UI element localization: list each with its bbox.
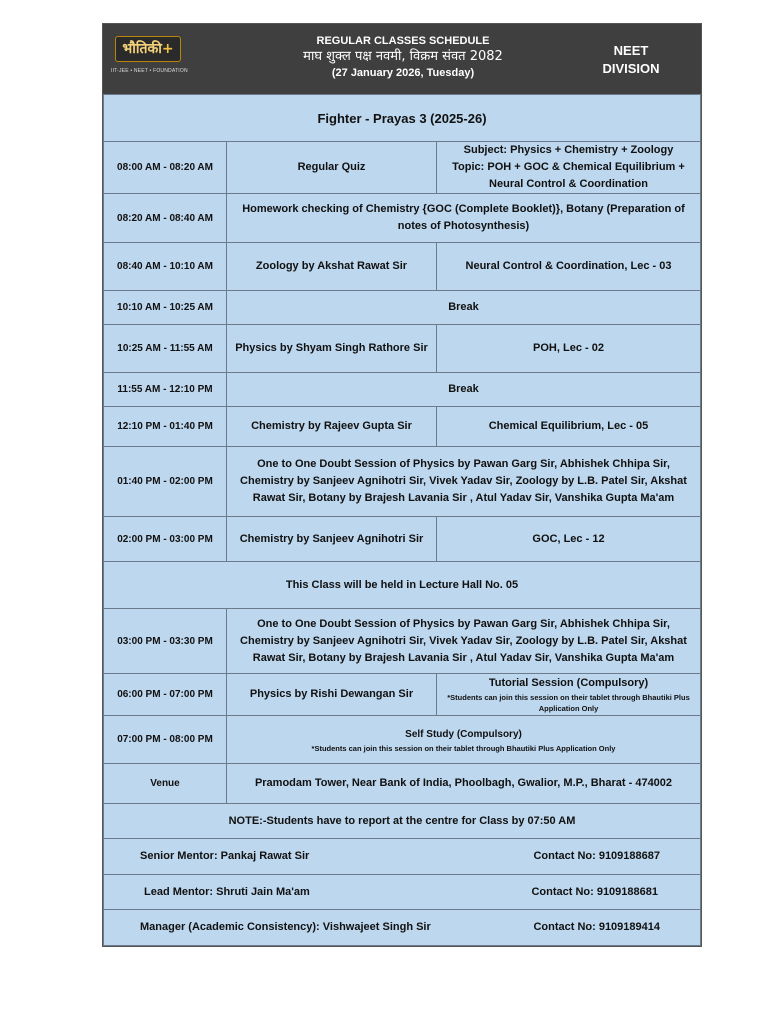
topic-line: Subject: Physics + Chemistry + Zoology [463, 144, 674, 156]
contact-row [104, 839, 701, 875]
contact-cell [104, 875, 701, 910]
row-merged: One to One Doubt Session of Physics by Pawan Garg Sir, Abhishek Chhipa Sir, Chemistry by Sanjeev Agnihotri Sir, Vivek Yadav Sir, Zoology by L.B. Patel Sir, Akshat Rawat Sir, Botany by Brajesh Lavania Sir , Atul Yadav Sir, Vanshika Gupta Ma'am [227, 609, 701, 674]
row-time: 08:20 AM - 08:40 AM [104, 194, 227, 243]
row-time: 06:00 PM - 07:00 PM [104, 674, 227, 716]
row-merged: Homework checking of Chemistry {GOC (Complete Booklet)}, Botany (Preparation of notes of Photosynthesis) [227, 194, 701, 243]
header-line2: माघ शुक्ल पक्ष नवमी, विक्रम संवत 2082 [303, 49, 503, 64]
report-note: NOTE:-Students have to report at the centre for Class by 07:50 AM [104, 804, 701, 839]
topic-title: Tutorial Session (Compulsory) [488, 677, 649, 689]
contact-cell [104, 910, 701, 946]
table-row [104, 517, 701, 562]
row-time: 10:10 AM - 10:25 AM [104, 291, 227, 325]
contact-role: Senior Mentor: Pankaj Rawat Sir [140, 850, 310, 862]
logo-plus: + [161, 41, 174, 57]
brand-logo [111, 36, 191, 88]
report-note-row [104, 804, 701, 839]
row-topic [437, 674, 701, 716]
table-row [104, 243, 701, 291]
table-row [104, 373, 701, 407]
logo-tagline: IIT-JEE • NEET • FOUNDATION [111, 68, 188, 74]
division-line2: DIVISION [602, 61, 660, 76]
contact-cell [104, 839, 701, 875]
division-line1: NEET [613, 43, 649, 58]
row-time: 01:40 PM - 02:00 PM [104, 447, 227, 517]
contact-role: Lead Mentor: Shruti Jain Ma'am [144, 885, 310, 898]
lecture-hall-row [104, 562, 701, 609]
contact-phone: Contact No: 9109189414 [533, 921, 660, 933]
division-label [591, 42, 671, 78]
batch-title: Fighter - Prayas 3 (2025-26) [104, 95, 701, 142]
table-row [104, 674, 701, 716]
table-row [104, 142, 701, 194]
table-row [104, 325, 701, 373]
venue-row [104, 764, 701, 804]
row-merged: Break [227, 291, 701, 325]
row-activity: Chemistry by Sanjeev Agnihotri Sir [227, 517, 437, 562]
row-topic: Neural Control & Coordination, Lec - 03 [437, 243, 701, 291]
row-time: 02:00 PM - 03:00 PM [104, 517, 227, 562]
topic-note: *Students can join this session on their tablet through Bhautiki Plus Application Only [447, 693, 690, 713]
logo-text: भौतिकी [122, 41, 162, 57]
table-row [104, 716, 701, 764]
contact-phone: Contact No: 9109188681 [531, 885, 658, 898]
venue-label: Venue [104, 764, 227, 804]
row-time: 11:55 AM - 12:10 PM [104, 373, 227, 407]
schedule-sheet [102, 23, 702, 947]
table-row [104, 407, 701, 447]
table-row [104, 609, 701, 674]
row-merged: Break [227, 373, 701, 407]
row-time: 07:00 PM - 08:00 PM [104, 716, 227, 764]
row-activity: Physics by Rishi Dewangan Sir [227, 674, 437, 716]
row-activity: Zoology by Akshat Rawat Sir [227, 243, 437, 291]
row-topic: POH, Lec - 02 [437, 325, 701, 373]
row-activity: Physics by Shyam Singh Rathore Sir [227, 325, 437, 373]
topic-line: Neural Control & Coordination [489, 178, 648, 190]
table-row [104, 291, 701, 325]
venue-address: Pramodam Tower, Near Bank of India, Phoolbagh, Gwalior, M.P., Bharat - 474002 [227, 764, 701, 804]
logo-badge [115, 36, 181, 62]
schedule-header [103, 24, 701, 94]
topic-line: Topic: POH + GOC & Chemical Equilibrium + [452, 161, 685, 173]
row-time: 12:10 PM - 01:40 PM [104, 407, 227, 447]
row-time: 10:25 AM - 11:55 AM [104, 325, 227, 373]
row-activity: Chemistry by Rajeev Gupta Sir [227, 407, 437, 447]
lecture-hall-note: This Class will be held in Lecture Hall No. 05 [104, 562, 701, 609]
schedule-table [103, 94, 701, 946]
contact-phone: Contact No: 9109188687 [533, 850, 660, 862]
merged-title: Self Study (Compulsory) [405, 728, 522, 740]
row-topic [437, 142, 701, 194]
row-time: 03:00 PM - 03:30 PM [104, 609, 227, 674]
row-activity: Regular Quiz [227, 142, 437, 194]
table-row [104, 194, 701, 243]
header-title-block [233, 33, 573, 81]
header-line3: (27 January 2026, Tuesday) [331, 67, 475, 79]
row-merged: One to One Doubt Session of Physics by Pawan Garg Sir, Abhishek Chhipa Sir, Chemistry by Sanjeev Agnihotri Sir, Vivek Yadav Sir, Zoology by L.B. Patel Sir, Akshat Rawat Sir, Botany by Brajesh Lavania Sir , Atul Yadav Sir, Vanshika Gupta Ma'am [227, 447, 701, 517]
row-topic: Chemical Equilibrium, Lec - 05 [437, 407, 701, 447]
merged-note: *Students can join this session on their tablet through Bhautiki Plus Application Only [311, 743, 616, 753]
batch-title-row [104, 95, 701, 142]
contact-row [104, 910, 701, 946]
row-merged [227, 716, 701, 764]
row-time: 08:40 AM - 10:10 AM [104, 243, 227, 291]
row-topic: GOC, Lec - 12 [437, 517, 701, 562]
row-time: 08:00 AM - 08:20 AM [104, 142, 227, 194]
contact-role: Manager (Academic Consistency): Vishwajeet Singh Sir [140, 921, 431, 933]
table-row [104, 447, 701, 517]
header-line1: REGULAR CLASSES SCHEDULE [316, 35, 490, 47]
contact-row [104, 875, 701, 910]
